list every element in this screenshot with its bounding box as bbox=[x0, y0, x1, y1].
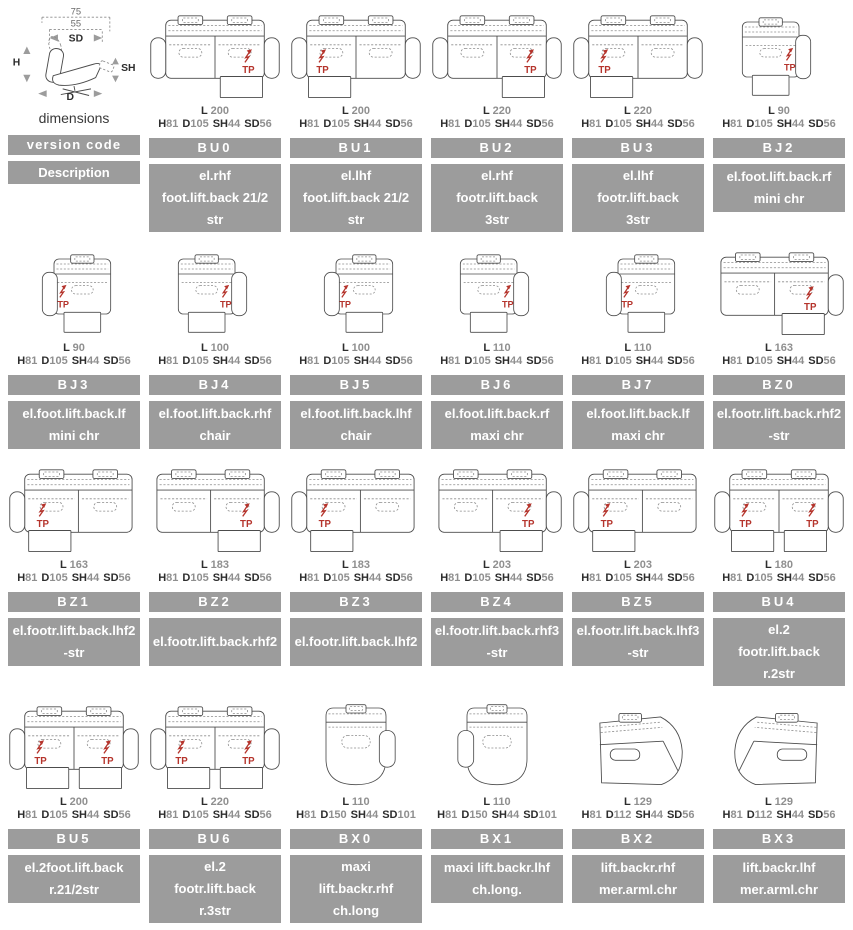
description-line: el.2 bbox=[768, 622, 790, 637]
product-dimensions bbox=[431, 339, 563, 373]
tp-marker: TP bbox=[57, 299, 70, 310]
description-box bbox=[8, 618, 140, 666]
description-line: el.foot.lift.back.lhf bbox=[300, 406, 412, 421]
product-dimensions bbox=[149, 793, 281, 827]
tp-marker: TP bbox=[804, 301, 817, 313]
description-line: -str bbox=[768, 428, 790, 443]
sofa-2seat-tp-left bbox=[572, 7, 704, 102]
dimension-line-length: L 183 bbox=[201, 559, 229, 571]
version-code-badge: BX3 bbox=[713, 829, 845, 849]
description-line: str bbox=[206, 212, 224, 227]
tp-marker: TP bbox=[598, 64, 611, 76]
tp-marker: TP bbox=[316, 64, 329, 76]
product-dimensions bbox=[572, 556, 704, 590]
dimension-line-length: L 90 bbox=[63, 342, 85, 354]
description-line: footr.lift.back bbox=[738, 644, 820, 659]
svg-text:SD: SD bbox=[68, 33, 84, 45]
product-drawing bbox=[713, 6, 845, 102]
version-code-badge: BU5 bbox=[8, 829, 140, 849]
dimension-line-length: L 129 bbox=[765, 796, 793, 808]
version-code-badge: BZ4 bbox=[431, 592, 563, 612]
description-line: foot.lift.back 21/2 bbox=[161, 190, 269, 205]
version-code-badge: BX0 bbox=[290, 829, 422, 849]
sofa-2seat-arm-right-tp-right bbox=[149, 461, 281, 556]
tp-marker: TP bbox=[240, 518, 253, 530]
product-dimensions bbox=[290, 793, 422, 827]
dimension-line-length: L 183 bbox=[342, 559, 370, 571]
product-row-2 bbox=[8, 243, 845, 449]
description-line: lift.backr.rhf bbox=[318, 881, 394, 896]
product-dimensions bbox=[572, 339, 704, 373]
product-drawing bbox=[290, 697, 422, 793]
description-line: el.lhf bbox=[340, 168, 372, 183]
product-card-BZ0 bbox=[713, 243, 845, 449]
product-row-3 bbox=[8, 460, 845, 686]
description-line: el.footr.lift.back.lhf2 bbox=[12, 623, 136, 638]
dimension-line-length: L 163 bbox=[60, 559, 88, 571]
description-line: el.lhf bbox=[622, 168, 654, 183]
sofa-2seat-arm-left-tp-left bbox=[572, 461, 704, 556]
description-line: footr.lift.back bbox=[174, 881, 256, 896]
dimension-line-details: H81 D105 SH44 SD56 bbox=[158, 118, 272, 130]
dimension-line-details: H81 D105 SH44 SD56 bbox=[17, 572, 131, 584]
product-dimensions bbox=[149, 556, 281, 590]
product-card-BJ3 bbox=[8, 243, 140, 449]
product-card-BZ5 bbox=[572, 460, 704, 666]
version-code-badge: BJ5 bbox=[290, 375, 422, 395]
product-drawing bbox=[290, 243, 422, 339]
dimension-line-details: H81 D105 SH44 SD56 bbox=[158, 809, 272, 821]
chair-arm-right-tp bbox=[729, 7, 829, 102]
product-card-BJ5 bbox=[290, 243, 422, 449]
product-dimensions bbox=[290, 339, 422, 373]
dimension-line-length: L 110 bbox=[624, 342, 652, 354]
product-card-BJ4 bbox=[149, 243, 281, 449]
description-line: mini chr bbox=[753, 191, 805, 206]
description-line: maxi chr bbox=[470, 428, 524, 443]
product-drawing bbox=[149, 697, 281, 793]
description-line: ch.long. bbox=[472, 882, 522, 897]
curved-chair-right bbox=[586, 705, 690, 793]
product-dimensions bbox=[8, 339, 140, 373]
product-drawing bbox=[713, 460, 845, 556]
description-box bbox=[572, 855, 704, 903]
description-line: el.footr.lift.back.rhf2 bbox=[716, 406, 842, 421]
version-code-badge: BJ7 bbox=[572, 375, 704, 395]
sofa-2seat-arm-right-tp-right bbox=[713, 244, 845, 339]
description-header bbox=[8, 161, 140, 184]
description-line: mer.arml.chr bbox=[739, 882, 819, 897]
dimensions-legend-drawing bbox=[8, 6, 140, 102]
dimension-line-length: L 129 bbox=[624, 796, 652, 808]
svg-text:D: D bbox=[66, 92, 74, 102]
tp-marker: TP bbox=[806, 518, 819, 530]
description-line: chair bbox=[199, 428, 231, 443]
chaise-longue-arm-left bbox=[447, 698, 547, 793]
product-card-BZ2 bbox=[149, 460, 281, 666]
tp-marker: TP bbox=[621, 299, 634, 310]
svg-text:55: 55 bbox=[70, 17, 82, 29]
sofa-2seat-arm-right-tp-right bbox=[431, 461, 563, 556]
description-box bbox=[431, 618, 563, 666]
dimensions-caption: dimensions bbox=[38, 109, 110, 126]
description-line: r.21/2str bbox=[49, 882, 99, 897]
product-dimensions bbox=[8, 556, 140, 590]
version-code-badge: BU4 bbox=[713, 592, 845, 612]
chair-arm-left-tp bbox=[588, 244, 688, 339]
version-code-badge: BJ4 bbox=[149, 375, 281, 395]
dimension-line-length: L 110 bbox=[342, 796, 370, 808]
sofa-2seat-arm-left-tp-left bbox=[290, 461, 422, 556]
product-drawing bbox=[431, 460, 563, 556]
dimension-line-length: L 203 bbox=[483, 559, 511, 571]
version-code-badge: BZ5 bbox=[572, 592, 704, 612]
svg-text:SH: SH bbox=[121, 62, 136, 74]
version-code-badge: BZ3 bbox=[290, 592, 422, 612]
description-box bbox=[572, 401, 704, 449]
product-card-BX2 bbox=[572, 697, 704, 903]
product-dimensions bbox=[149, 339, 281, 373]
description-box bbox=[713, 164, 845, 212]
product-row-1 bbox=[8, 6, 845, 232]
chair-arm-right-tp bbox=[165, 244, 265, 339]
description-line: 3str bbox=[485, 212, 509, 227]
dimension-line-length: L 200 bbox=[342, 105, 370, 117]
version-code-badge: BZ1 bbox=[8, 592, 140, 612]
description-line: el.rhf bbox=[199, 168, 231, 183]
product-drawing bbox=[431, 243, 563, 339]
dimension-line-length: L 110 bbox=[483, 342, 511, 354]
description-line: lift.backr.rhf bbox=[600, 860, 676, 875]
dimension-line-length: L 90 bbox=[768, 105, 790, 117]
description-line: el.footr.lift.back.rhf3 bbox=[434, 623, 560, 638]
product-dimensions bbox=[8, 793, 140, 827]
version-code-badge: BU3 bbox=[572, 138, 704, 158]
dimension-line-details: H81 D105 SH44 SD56 bbox=[299, 572, 413, 584]
sofa-2seat-tp-right bbox=[149, 7, 281, 102]
sofa-2seat-tp-left bbox=[290, 7, 422, 102]
product-drawing bbox=[149, 243, 281, 339]
dimension-line-length: L 163 bbox=[765, 342, 793, 354]
product-dimensions bbox=[572, 102, 704, 136]
tp-marker: TP bbox=[524, 64, 537, 76]
product-card-BU5 bbox=[8, 697, 140, 903]
chair-arm-left-tp bbox=[306, 244, 406, 339]
product-drawing bbox=[431, 6, 563, 102]
tp-marker: TP bbox=[101, 755, 114, 767]
description-box bbox=[431, 164, 563, 232]
product-dimensions bbox=[713, 102, 845, 136]
product-card-BX1 bbox=[431, 697, 563, 903]
product-card-BU6 bbox=[149, 697, 281, 923]
description-box bbox=[149, 164, 281, 232]
description-line: ch.long bbox=[332, 903, 380, 918]
product-drawing bbox=[149, 6, 281, 102]
tp-marker: TP bbox=[739, 518, 752, 530]
description-line: el.2 bbox=[204, 859, 226, 874]
version-code-badge: BU6 bbox=[149, 829, 281, 849]
product-dimensions bbox=[290, 556, 422, 590]
product-card-BX0 bbox=[290, 697, 422, 923]
description-line: el.footr.lift.back.lhf3 bbox=[576, 623, 700, 638]
version-code-badge: BX1 bbox=[431, 829, 563, 849]
svg-text:H: H bbox=[12, 57, 21, 69]
dimension-line-length: L 200 bbox=[60, 796, 88, 808]
description-box bbox=[290, 618, 422, 666]
dimension-line-details: H81 D105 SH44 SD56 bbox=[581, 572, 695, 584]
product-dimensions bbox=[290, 102, 422, 136]
description-box bbox=[572, 618, 704, 666]
product-drawing bbox=[8, 460, 140, 556]
product-dimensions bbox=[431, 102, 563, 136]
dimension-line-details: H81 D105 SH44 SD56 bbox=[299, 118, 413, 130]
product-drawing bbox=[8, 697, 140, 793]
sofa-2seat-tp-both bbox=[149, 698, 281, 793]
product-dimensions bbox=[572, 793, 704, 827]
product-drawing bbox=[290, 460, 422, 556]
dimension-line-details: H81 D150 SH44 SD101 bbox=[296, 809, 416, 821]
product-card-BJ2 bbox=[713, 6, 845, 212]
product-dimensions bbox=[713, 339, 845, 373]
description-line: el.foot.lift.back.lf bbox=[586, 406, 690, 421]
dimension-line-length: L 220 bbox=[624, 105, 652, 117]
dimension-line-length: L 100 bbox=[201, 342, 229, 354]
description-line: chair bbox=[340, 428, 372, 443]
version-code-badge: BU2 bbox=[431, 138, 563, 158]
product-card-BZ4 bbox=[431, 460, 563, 666]
tp-marker: TP bbox=[175, 755, 188, 767]
product-drawing bbox=[431, 697, 563, 793]
chaise-longue-arm-right bbox=[306, 698, 406, 793]
description-box bbox=[8, 855, 140, 903]
product-drawing bbox=[713, 697, 845, 793]
description-box bbox=[713, 618, 845, 686]
dimension-line-details: H81 D105 SH44 SD56 bbox=[158, 572, 272, 584]
dimension-line-details: H81 D112 SH44 SD56 bbox=[722, 809, 836, 821]
version-code-badge: BX2 bbox=[572, 829, 704, 849]
description-line: el.footr.lift.back.lhf2 bbox=[294, 634, 418, 649]
description-line: el.foot.lift.back.rf bbox=[726, 169, 832, 184]
product-drawing bbox=[572, 460, 704, 556]
product-dimensions bbox=[431, 556, 563, 590]
chair-arm-right-tp bbox=[447, 244, 547, 339]
tp-marker: TP bbox=[36, 518, 49, 530]
tp-marker: TP bbox=[522, 518, 535, 530]
chair-arm-left-tp bbox=[24, 244, 124, 339]
description-line: -str bbox=[63, 645, 85, 660]
product-drawing bbox=[8, 243, 140, 339]
sofa-2seat-tp-right bbox=[431, 7, 563, 102]
description-line: lift.backr.lhf bbox=[742, 860, 816, 875]
dimension-line-details: H81 D150 SH44 SD101 bbox=[437, 809, 557, 821]
product-card-BX3 bbox=[713, 697, 845, 903]
dimension-line-details: H81 D105 SH44 SD56 bbox=[440, 355, 554, 367]
product-card-BZ3 bbox=[290, 460, 422, 666]
tp-marker: TP bbox=[339, 299, 352, 310]
description-line: maxi chr bbox=[611, 428, 665, 443]
dimension-line-details: H81 D105 SH44 SD56 bbox=[158, 355, 272, 367]
tp-marker: TP bbox=[600, 518, 613, 530]
dimension-line-details: H81 D105 SH44 SD56 bbox=[581, 118, 695, 130]
dimension-line-length: L 200 bbox=[201, 105, 229, 117]
sofa-2seat-tp-both bbox=[8, 698, 140, 793]
description-line: el.foot.lift.back.rf bbox=[444, 406, 550, 421]
product-row-4 bbox=[8, 697, 845, 923]
description-box bbox=[713, 401, 845, 449]
dimension-line-details: H81 D105 SH44 SD56 bbox=[722, 572, 836, 584]
version-code-header: version code bbox=[8, 135, 140, 155]
dimension-line-length: L 100 bbox=[342, 342, 370, 354]
description-box bbox=[8, 401, 140, 449]
version-code-badge: BJ2 bbox=[713, 138, 845, 158]
tp-marker: TP bbox=[783, 62, 796, 73]
product-drawing bbox=[290, 6, 422, 102]
description-line: footr.lift.back bbox=[597, 190, 679, 205]
version-code-badge: BZ2 bbox=[149, 592, 281, 612]
product-card-BJ6 bbox=[431, 243, 563, 449]
description-line: str bbox=[347, 212, 365, 227]
product-dimensions bbox=[149, 102, 281, 136]
description-box bbox=[572, 164, 704, 232]
product-drawing bbox=[149, 460, 281, 556]
dimension-line-length: L 220 bbox=[201, 796, 229, 808]
description-box bbox=[290, 855, 422, 923]
product-card-BU4 bbox=[713, 460, 845, 686]
description-line: footr.lift.back bbox=[456, 190, 538, 205]
tp-marker: TP bbox=[219, 299, 232, 310]
product-card-BJ7 bbox=[572, 243, 704, 449]
description-line: -str bbox=[627, 645, 649, 660]
product-drawing bbox=[713, 243, 845, 339]
description-box bbox=[431, 401, 563, 449]
dimension-line-length: L 203 bbox=[624, 559, 652, 571]
description-box bbox=[290, 401, 422, 449]
product-card-BU1 bbox=[290, 6, 422, 232]
sofa-2seat-tp-both bbox=[713, 461, 845, 556]
curved-chair-left bbox=[727, 705, 831, 793]
description-box bbox=[149, 855, 281, 923]
dimension-line-length: L 110 bbox=[483, 796, 511, 808]
dimension-line-details: H81 D105 SH44 SD56 bbox=[440, 118, 554, 130]
tp-marker: TP bbox=[242, 64, 255, 76]
product-drawing bbox=[572, 6, 704, 102]
dimension-line-details: H81 D105 SH44 SD56 bbox=[299, 355, 413, 367]
product-drawing bbox=[572, 243, 704, 339]
product-dimensions bbox=[713, 556, 845, 590]
version-code-badge: BU0 bbox=[149, 138, 281, 158]
tp-marker: TP bbox=[501, 299, 514, 310]
product-card-BU3 bbox=[572, 6, 704, 232]
tp-marker: TP bbox=[34, 755, 47, 767]
version-code-badge: BZ0 bbox=[713, 375, 845, 395]
description-box bbox=[290, 164, 422, 232]
description-line: el.2foot.lift.back bbox=[24, 860, 124, 875]
dimension-line-details: H81 D112 SH44 SD56 bbox=[581, 809, 695, 821]
dimension-line-length: L 180 bbox=[765, 559, 793, 571]
dimension-line-details: H81 D105 SH44 SD56 bbox=[581, 355, 695, 367]
legend-cell bbox=[8, 6, 140, 184]
description-box bbox=[431, 855, 563, 903]
description-box bbox=[713, 855, 845, 903]
sofa-2seat-arm-left-tp-left bbox=[8, 461, 140, 556]
tp-marker: TP bbox=[318, 518, 331, 530]
description-line: mer.arml.chr bbox=[598, 882, 678, 897]
description-line: mini chr bbox=[48, 428, 100, 443]
dimension-line-details: H81 D105 SH44 SD56 bbox=[722, 118, 836, 130]
dimension-line-details: H81 D105 SH44 SD56 bbox=[722, 355, 836, 367]
product-dimensions bbox=[713, 793, 845, 827]
description-line: -str bbox=[486, 645, 508, 660]
description-header-label: Description bbox=[38, 164, 110, 180]
product-drawing bbox=[572, 697, 704, 793]
dimension-line-details: H81 D105 SH44 SD56 bbox=[440, 572, 554, 584]
dimension-line-length: L 220 bbox=[483, 105, 511, 117]
description-line: foot.lift.back 21/2 bbox=[302, 190, 410, 205]
description-line: maxi lift.backr.lhf bbox=[443, 860, 551, 875]
description-line: el.rhf bbox=[481, 168, 513, 183]
product-dimensions bbox=[431, 793, 563, 827]
version-code-badge: BU1 bbox=[290, 138, 422, 158]
description-box bbox=[149, 618, 281, 666]
description-line: r.3str bbox=[199, 903, 231, 918]
description-line: el.foot.lift.back.lf bbox=[22, 406, 126, 421]
description-line: el.foot.lift.back.rhf bbox=[158, 406, 272, 421]
product-card-BU2 bbox=[431, 6, 563, 232]
dimension-line-details: H81 D105 SH44 SD56 bbox=[17, 355, 131, 367]
version-code-badge: BJ6 bbox=[431, 375, 563, 395]
version-code-badge: BJ3 bbox=[8, 375, 140, 395]
tp-marker: TP bbox=[242, 755, 255, 767]
svg-text:75: 75 bbox=[70, 6, 82, 17]
description-line: el.footr.lift.back.rhf2 bbox=[152, 634, 278, 649]
description-line: r.2str bbox=[763, 666, 795, 681]
product-card-BU0 bbox=[149, 6, 281, 232]
dimension-line-details: H81 D105 SH44 SD56 bbox=[17, 809, 131, 821]
product-card-BZ1 bbox=[8, 460, 140, 666]
description-box bbox=[149, 401, 281, 449]
legend-drawing-area bbox=[8, 6, 140, 102]
description-line: maxi bbox=[341, 859, 371, 874]
description-line: 3str bbox=[626, 212, 650, 227]
